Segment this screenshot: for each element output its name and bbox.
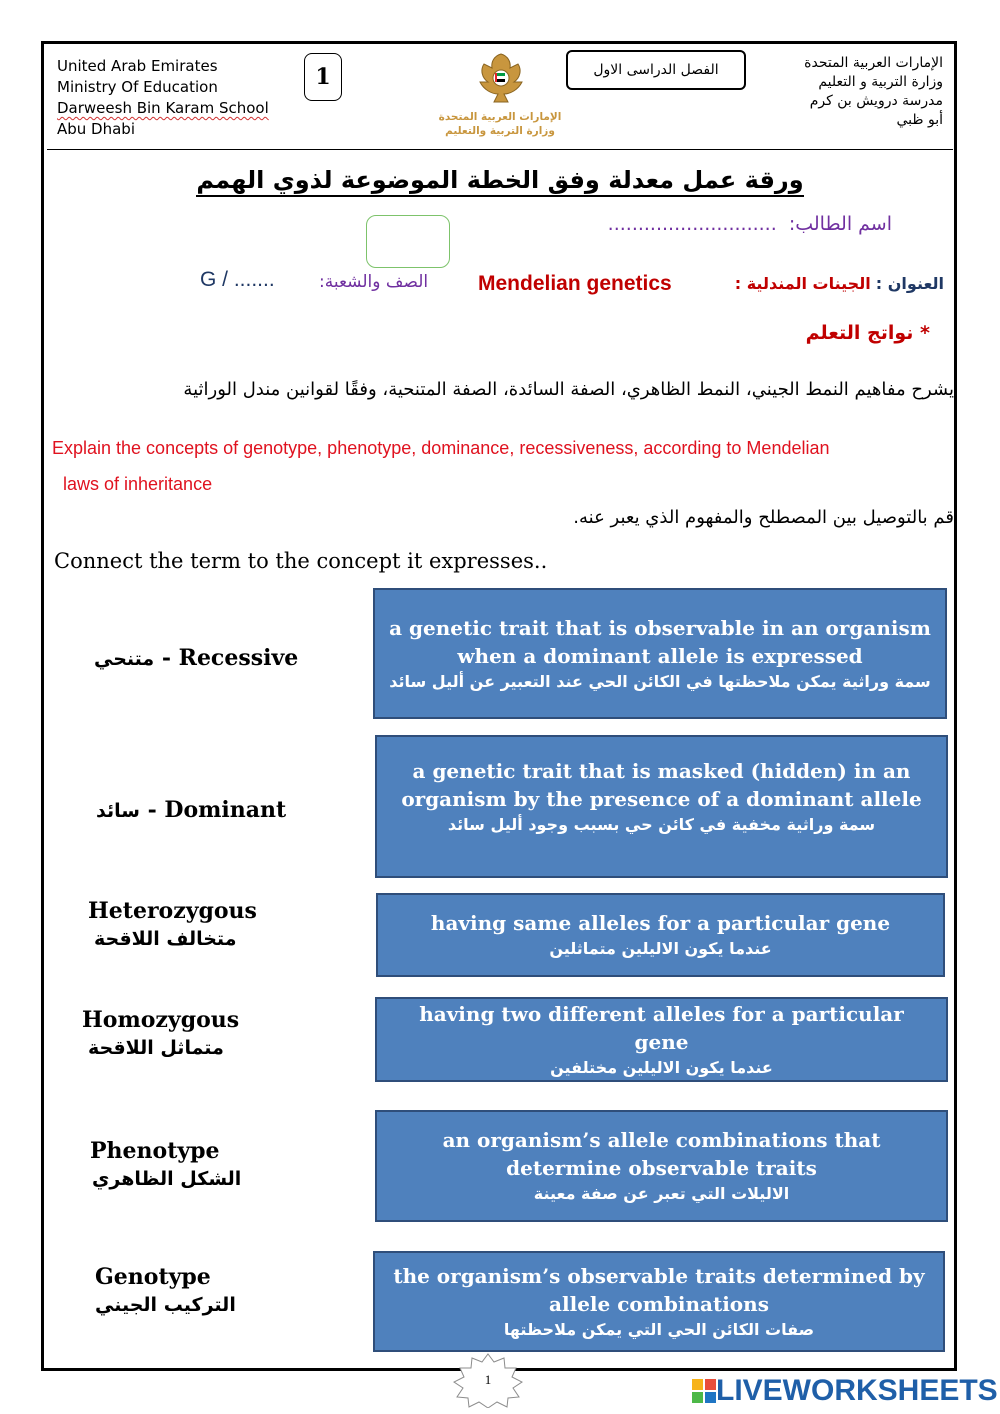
definition-card-5[interactable] — [375, 1110, 948, 1222]
learning-outcomes-heading: * نواتج التعلم — [805, 322, 930, 344]
definition-card-2[interactable] — [375, 735, 948, 878]
definition-3-en: having same alleles for a particular gene — [430, 911, 891, 935]
definition-1-ar: سمة وراثية يمكن ملاحظتها في الكائن الحي عند التعبير عن أليل سائد — [389, 671, 931, 691]
term-heterozygous[interactable] — [88, 897, 257, 953]
term-heterozygous-en: Heterozygous — [88, 898, 257, 924]
ar-header-ministry: وزارة التربية و التعليم — [818, 74, 943, 90]
outcome-english-line2: laws of inheritance — [63, 474, 213, 494]
topic-arabic: الجينات المندلية : — [734, 274, 871, 293]
instruction-arabic: قم بالتوصيل بين المصطلح والمفهوم الذي يعبر عنه. — [573, 507, 954, 528]
outcome-english — [52, 430, 952, 502]
definition-card-1[interactable] — [373, 588, 947, 719]
liveworksheets-logo — [692, 1374, 998, 1408]
definition-6-en: the organism’s observable traits determined by allele combinations — [393, 1263, 925, 1316]
header-line-city: Abu Dhabi — [57, 120, 135, 138]
ar-header-city: أبو ظبي — [896, 112, 943, 128]
seal-number: 1 — [484, 1372, 492, 1387]
uae-emblem-icon — [470, 48, 532, 108]
topic-label: العنوان : — [875, 274, 944, 293]
term-homozygous-en: Homozygous — [82, 1007, 240, 1033]
definition-3-ar: عندما يكون الاليلين متماثلين — [549, 939, 772, 958]
definition-card-4[interactable] — [375, 997, 948, 1082]
instruction-english: Connect the term to the concept it expresses.. — [54, 549, 548, 573]
page-number-box: 1 — [304, 53, 342, 101]
term-homozygous[interactable] — [82, 1006, 239, 1062]
definition-4-ar: عندما يكون الاليلين مختلفين — [550, 1057, 773, 1077]
student-name-label: اسم الطالب: — [788, 213, 892, 235]
term-heterozygous-ar: متخالف اللاقحة — [94, 928, 237, 950]
definition-card-6[interactable] — [373, 1251, 945, 1352]
topic-row — [735, 274, 944, 293]
header-line-country: United Arab Emirates — [57, 57, 218, 75]
class-field[interactable]: G / ....... — [200, 268, 275, 291]
term-genotype-en: Genotype — [95, 1264, 211, 1290]
term-recessive-en: Recessive — [178, 645, 299, 671]
term-dominant-en: Dominant — [164, 797, 287, 823]
definition-6-ar: صفات الكائن الحي التي يمكن ملاحظتها — [503, 1319, 815, 1339]
arabic-header — [804, 54, 943, 130]
class-label: الصف والشعبة: — [319, 272, 429, 292]
header-divider — [47, 149, 953, 150]
worksheet-title — [0, 166, 1000, 194]
topic-english: Mendelian genetics — [478, 272, 672, 295]
term-homozygous-ar: متماثل اللاقحة — [88, 1037, 224, 1059]
liveworksheets-icon — [692, 1379, 716, 1403]
semester-box: الفصل الدراسى الاول — [566, 50, 746, 90]
definition-5-ar: الاليلات التي تعبر عن صفة معينة — [533, 1184, 790, 1203]
student-name-row — [608, 213, 892, 235]
ar-header-school: مدرسة درويش بن كرم — [809, 93, 943, 109]
ar-header-country: الإمارات العربية المتحدة — [804, 55, 943, 71]
term-phenotype[interactable] — [90, 1137, 241, 1193]
outcome-english-line1: Explain the concepts of genotype, phenotype, dominance, recessiveness, according to Mendelian — [52, 438, 830, 458]
term-dominant[interactable]: سائد - Dominant — [96, 797, 287, 823]
term-recessive-ar: متنحي — [94, 648, 155, 670]
liveworksheets-wordmark: LIVEWORKSHEETS — [716, 1374, 998, 1407]
term-genotype-ar: التركيب الجيني — [95, 1294, 236, 1316]
emblem-line-1: الإمارات العربية المتحدة — [438, 111, 562, 123]
english-header — [57, 56, 269, 140]
student-name-field[interactable]: ............................ — [607, 213, 777, 235]
worksheet-title-text: ورقة عمل معدلة وفق الخطة الموضوعة لذوي الهمم — [196, 166, 803, 197]
term-phenotype-ar: الشكل الظاهري — [92, 1168, 242, 1190]
term-genotype[interactable] — [95, 1263, 236, 1319]
definition-5-en: an organism’s allele combinations that determine observable traits — [442, 1128, 881, 1180]
definition-1-en: a genetic trait that is observable in an organism when a dominant allele is expressed — [389, 615, 931, 668]
header-line-ministry: Ministry Of Education — [57, 78, 218, 96]
term-recessive[interactable]: متنحي - Recessive — [94, 645, 299, 671]
definition-4-en: having two different alleles for a particular gene — [419, 1001, 904, 1054]
outcome-arabic: يشرح مفاهيم النمط الجيني، النمط الظاهري، الصفة السائدة، الصفة المتنحية، وفقًا لقوانين مندل الوراثية — [183, 379, 954, 400]
emblem-line-2: وزارة التربية والتعليم — [445, 125, 555, 137]
term-phenotype-en: Phenotype — [90, 1138, 220, 1164]
definition-card-3[interactable] — [376, 893, 945, 977]
term-dominant-ar: سائد — [96, 800, 140, 822]
header-line-school: Darweesh Bin Karam School — [57, 99, 269, 117]
definition-2-en: a genetic trait that is masked (hidden) in an organism by the presence of a dominant allele — [401, 759, 922, 811]
score-box[interactable] — [366, 215, 450, 268]
emblem-caption — [425, 110, 575, 138]
definition-2-ar: سمة وراثية مخفية في كائن حي بسبب وجود أليل سائد — [447, 815, 876, 834]
